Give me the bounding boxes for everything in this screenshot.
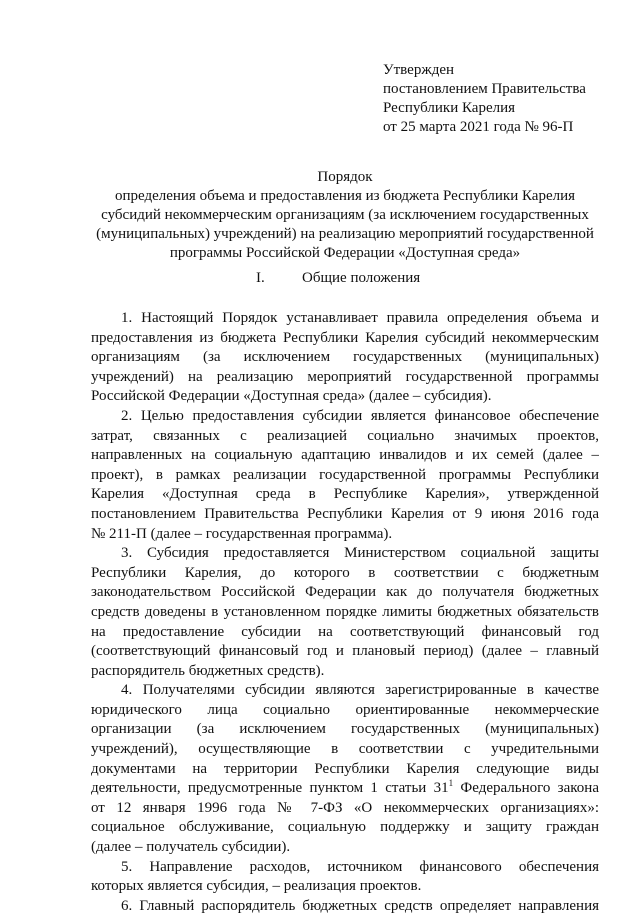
approval-stamp	[383, 61, 623, 137]
title-line: (муниципальных) учреждений) на реализацию мероприятий государственной	[96, 226, 594, 242]
paragraph-line-text: деятельности, предусмотренные пунктом 1 статьи 31	[91, 780, 449, 797]
paragraph-line: социальное обслуживание, социальную поддержку и защиту граждан	[91, 819, 599, 836]
approval-line: Республики Карелия	[383, 100, 516, 116]
title-line: программы Российской Федерации «Доступная среда»	[169, 245, 521, 261]
paragraph-line: Российской Федерации «Доступная среда» (далее – субсидия).	[91, 388, 492, 405]
paragraph-line: 5. Направление расходов, источником финансового обеспечения	[121, 858, 599, 875]
paragraph-line: 6. Главный распорядитель бюджетных средств определяет направления	[121, 897, 599, 914]
paragraph-line: юридического лица социально ориентированные некоммерческие	[91, 701, 599, 718]
paragraph-line: законодательством Российской Федерации как до получателя бюджетных	[91, 584, 599, 601]
paragraph-line: средств доведены в установленном порядке лимиты бюджетных обязательств	[91, 603, 599, 620]
approval-line: постановлением Правительства	[383, 81, 586, 97]
paragraph-line: организациям (за исключением государственных (муниципальных)	[91, 349, 599, 366]
paragraph-line: организации (за исключением государственных (муниципальных)	[91, 721, 599, 738]
section-number: I.	[256, 270, 265, 286]
paragraph-line-tail: Федерального закона	[453, 780, 599, 797]
approval-line: Утвержден	[383, 62, 455, 78]
paragraph-line: затрат, связанных с реализацией социально значимых проектов,	[91, 427, 599, 444]
paragraph-line: которых является субсидия, – реализация проектов.	[91, 878, 422, 895]
approval-line: от 25 марта 2021 года № 96-П	[383, 119, 574, 135]
paragraph-line: 1. Настоящий Порядок устанавливает правила определения объема и	[121, 310, 599, 326]
paragraph-line: документами на территории Республики Карелия следующие виды	[91, 760, 599, 777]
paragraph-line: 4. Получателями субсидии являются зарегистрированные в качестве	[121, 682, 599, 699]
title-line: субсидий некоммерческим организациям (за исключением государственных	[101, 207, 589, 223]
paragraph-line: на предоставление субсидии на соответствующий финансовый год	[91, 623, 599, 640]
paragraph-line: предоставления из бюджета Республики Карелия субсидий некоммерческим	[91, 329, 599, 346]
section-name: Общие положения	[302, 270, 421, 286]
paragraph-line: распорядитель бюджетных средств).	[91, 662, 325, 679]
paragraph-line: (соответствующий финансовый год и плановый период) (далее – главный	[91, 643, 599, 660]
paragraph-line: постановлением Правительства Республики Карелия от 9 июня 2016 года	[91, 505, 599, 522]
paragraph-line: Карелия «Доступная среда в Республике Карелия», утвержденной	[91, 486, 599, 503]
document-body	[91, 309, 599, 916]
paragraph-line: проект), в рамках реализации государственной программы Республики	[91, 466, 599, 483]
title-line: определения объема и предоставления из бюджета Республики Карелия	[114, 188, 576, 204]
footnote-marker: 1	[448, 779, 454, 789]
title-line: Порядок	[317, 169, 373, 185]
paragraph-line: учреждений), осуществляющие в соответствии с учредительными	[91, 741, 599, 758]
paragraph-line	[91, 779, 599, 799]
section-heading	[0, 269, 640, 289]
paragraph-line: от 12 января 1996 года № 7-ФЗ «О некоммерческих организациях»:	[91, 799, 599, 816]
paragraph-line: № 211-П (далее – государственная программа).	[91, 525, 393, 542]
paragraph-line: учреждений) на реализацию мероприятий государственной программы	[91, 368, 599, 385]
paragraph-line: направленных на социальную адаптацию инвалидов и их семей (далее –	[91, 447, 599, 464]
paragraph-line: (далее – получатель субсидии).	[91, 839, 291, 856]
paragraph-line: Республики Карелия, до которого в соответствии с бюджетным	[91, 564, 599, 581]
document-title	[92, 168, 598, 263]
paragraph-line: 3. Субсидия предоставляется Министерством социальной защиты	[121, 545, 599, 562]
paragraph-line: 2. Целью предоставления субсидии является финансовое обеспечение	[121, 407, 599, 424]
